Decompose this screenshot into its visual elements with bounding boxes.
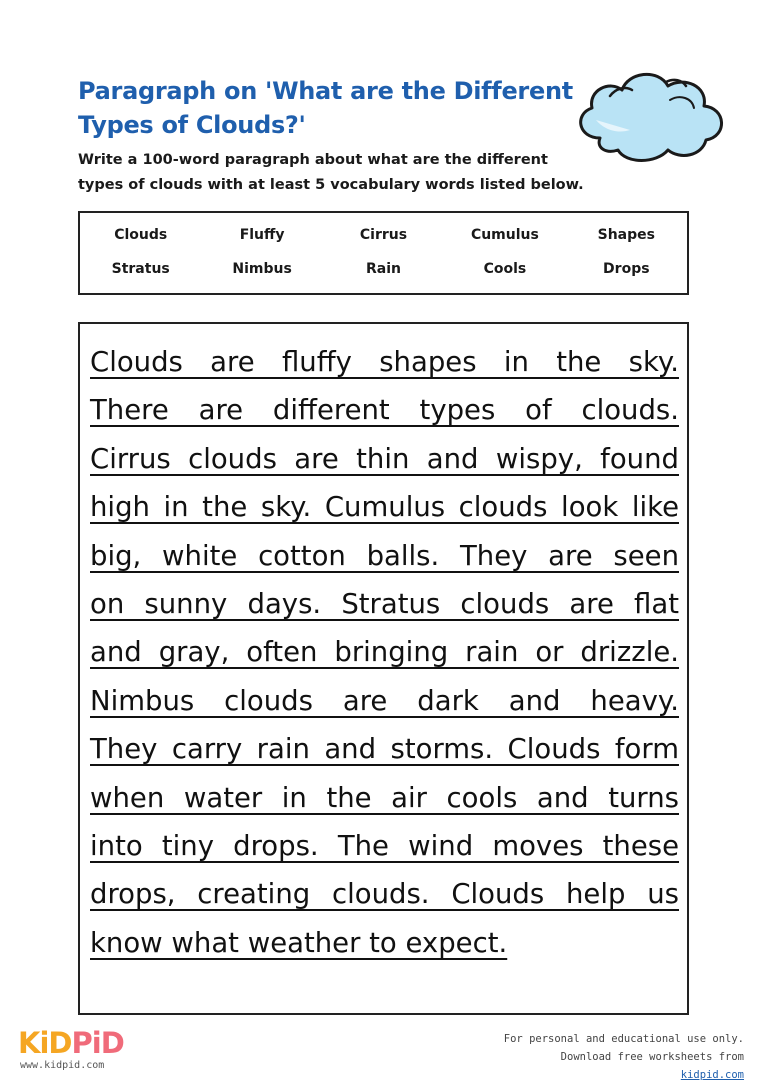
- paragraph-line: drops, creating clouds. Clouds help us: [90, 878, 679, 911]
- logo-part-2: PiD: [71, 1026, 124, 1060]
- vocabulary-box: [78, 211, 689, 295]
- paragraph-line: high in the sky. Cumulus clouds look like: [90, 491, 679, 524]
- title-line-1: Paragraph on 'What are the Different: [78, 77, 573, 105]
- paragraph-line: when water in the air cools and turns: [90, 781, 679, 814]
- logo-wordmark: [18, 1027, 124, 1059]
- vocabulary-grid: [80, 225, 687, 279]
- paragraph-line: Cirrus clouds are thin and wispy, found: [90, 442, 679, 475]
- paragraph-line: They carry rain and storms. Clouds form: [90, 733, 679, 766]
- paragraph-line: on sunny days. Stratus clouds are flat: [90, 587, 679, 620]
- vocab-word: Cirrus: [359, 227, 408, 243]
- vocab-word: Nimbus: [232, 261, 292, 277]
- paragraph-line: know what weather to expect.: [90, 926, 508, 959]
- paragraph-line: Clouds are fluffy shapes in the sky.: [90, 346, 679, 378]
- paragraph-line: into tiny drops. The wind moves these: [90, 829, 679, 862]
- vocab-word: Shapes: [597, 227, 655, 243]
- footer-note-prefix: Download free worksheets from: [560, 1051, 744, 1063]
- paragraph: [90, 338, 679, 967]
- vocab-word: Cumulus: [470, 227, 539, 243]
- footer-note-line-2: [504, 1048, 744, 1084]
- vocab-word: Clouds: [114, 227, 168, 243]
- vocab-word: Fluffy: [239, 227, 285, 243]
- kidpid-logo[interactable]: [18, 1027, 128, 1075]
- vocab-word: Stratus: [111, 261, 170, 277]
- logo-part-1: KiD: [18, 1026, 72, 1060]
- vocab-word: Drops: [603, 261, 650, 277]
- instructions-line-2: types of clouds with at least 5 vocabulary words listed below.: [78, 177, 584, 193]
- footer-link[interactable]: kidpid.com: [680, 1069, 744, 1081]
- paragraph-line: There are different types of clouds.: [90, 394, 679, 427]
- paragraph-line: and gray, often bringing rain or drizzle.: [90, 636, 679, 669]
- worksheet-title: [78, 74, 573, 142]
- instructions: [78, 148, 638, 198]
- answer-box: [78, 322, 689, 1015]
- paragraph-line: Nimbus clouds are dark and heavy.: [90, 684, 679, 717]
- vocab-word: Cools: [483, 261, 527, 277]
- title-line-2: Types of Clouds?': [78, 111, 306, 139]
- logo-site-url: www.kidpid.com: [20, 1060, 105, 1071]
- footer-note: [504, 1030, 744, 1084]
- footer-note-line-1: For personal and educational use only.: [503, 1033, 744, 1045]
- instructions-line-1: Write a 100-word paragraph about what are the different: [78, 152, 548, 168]
- paragraph-line: big, white cotton balls. They are seen: [90, 539, 679, 572]
- vocab-word: Rain: [365, 261, 401, 277]
